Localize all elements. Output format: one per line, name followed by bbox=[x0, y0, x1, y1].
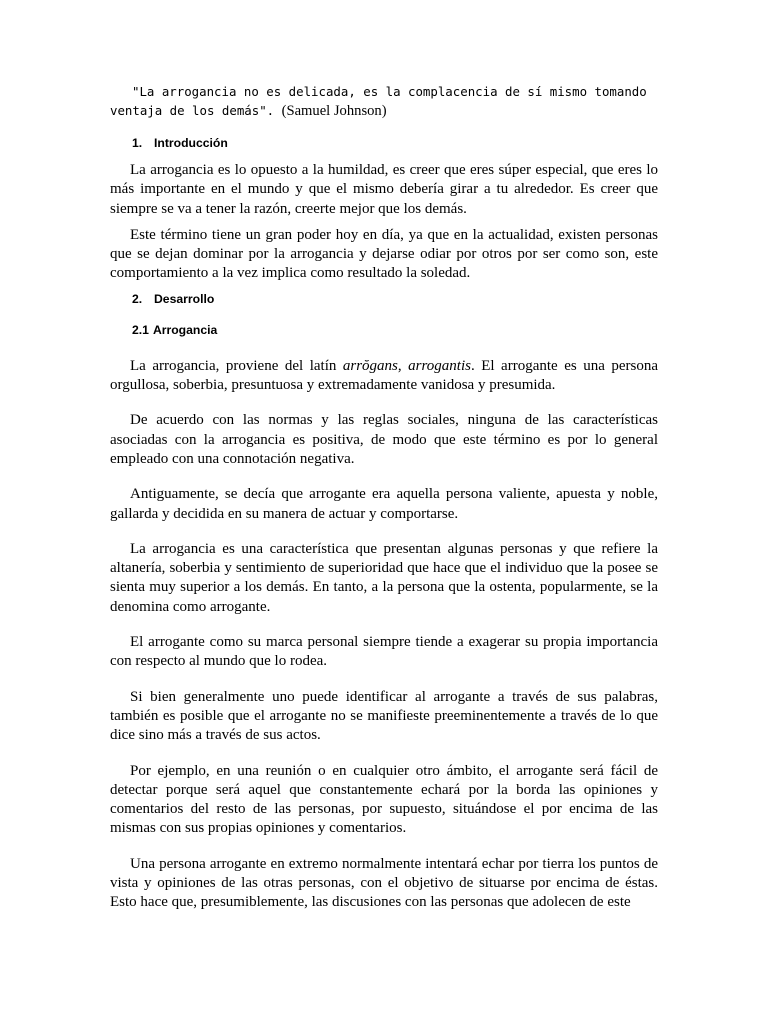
arrogance-paragraph-2: De acuerdo con las normas y las reglas sociales, ninguna de las características asociadas con la arrogancia es positiva, de modo que este término es por lo general empleado con una connotación negativa. bbox=[110, 412, 658, 467]
intro-paragraph-2: Este término tiene un gran poder hoy en día, ya que en la actualidad, existen personas que se dejan dominar por la arrogancia y dejarse odiar por otros por ser como son, este comportamiento a la vez implica como resultado la soledad. bbox=[110, 226, 658, 282]
arrogance-paragraph-5: El arrogante como su marca personal siempre tiende a exagerar su propia importancia con respecto al mundo que lo rodea. bbox=[110, 634, 658, 670]
arrogance-paragraph-4: La arrogancia es una característica que presentan algunas personas y que refiere la altanería, soberbia y sentimiento de superioridad que hace que el individuo que la posee se sienta muy superior a los demás. En tanto, a la persona que la ostenta, popularmente, se la denomina como arrogante. bbox=[110, 540, 658, 615]
quote-author: (Samuel Johnson) bbox=[281, 103, 387, 119]
arrogance-paragraph-3: Antiguamente, se decía que arrogante era aquella persona valiente, apuesta y noble, gallarda y decidida en su manera de actuar y comportarse. bbox=[110, 486, 658, 522]
section-number: 1. bbox=[132, 136, 143, 150]
arrogance-paragraph-7: Por ejemplo, en una reunión o en cualquier otro ámbito, el arrogante será fácil de detectar porque será aquel que constantemente echará por la borda las opiniones y comentarios del resto de las personas, por supuesto, situándose el por encima de las mismas con sus propias opiniones y comentarios. bbox=[110, 762, 658, 837]
paragraph-text: . El arrogante es una persona orgullosa, soberbia, presuntuosa y extremadamente vanidosa y presumida. bbox=[110, 357, 659, 394]
section-heading-introduction bbox=[110, 135, 658, 151]
subsection-heading-arrogance bbox=[110, 322, 658, 338]
arrogance-paragraph-6: Si bien generalmente uno puede identificar al arrogante a través de sus palabras, también es posible que el arrogante no se manifieste preeminentemente a través de lo que dice sino más a través de sus actos. bbox=[110, 688, 658, 744]
quote-text: "La arrogancia no es delicada, es la complacencia de sí mismo tomando ventaja de los demás". bbox=[110, 84, 647, 118]
document-page bbox=[110, 82, 658, 929]
section-title: Desarrollo bbox=[154, 291, 215, 306]
section-title: Introducción bbox=[154, 136, 228, 150]
section-number: 2. bbox=[132, 291, 143, 306]
epigraph-quote bbox=[110, 82, 658, 121]
arrogance-paragraph-8: Una persona arrogante en extremo normalmente intentará echar por tierra los puntos de vista y opiniones de las otras personas, con el objetivo de situarse por encima de éstas. Esto hace que, presumiblemente, las discusiones con las personas que adolecen de este bbox=[110, 855, 658, 911]
latin-term: arrŏgans bbox=[342, 357, 398, 374]
section-heading-development bbox=[110, 291, 658, 307]
subsection-title: Arrogancia bbox=[152, 322, 218, 337]
subsection-number: 2.1 bbox=[132, 322, 149, 337]
latin-term: arrogantis bbox=[408, 357, 471, 374]
paragraph-text: La arrogancia, proviene del latín bbox=[130, 357, 343, 374]
arrogance-paragraph-1 bbox=[110, 357, 658, 396]
intro-paragraph-1: La arrogancia es lo opuesto a la humildad, es creer que eres súper especial, que eres lo más importante en el mundo y que el mismo debería girar a tu alrededor. Es creer que siempre se va a tener la razón, creerte mejor que los demás. bbox=[110, 162, 658, 217]
separator: , bbox=[397, 357, 409, 374]
